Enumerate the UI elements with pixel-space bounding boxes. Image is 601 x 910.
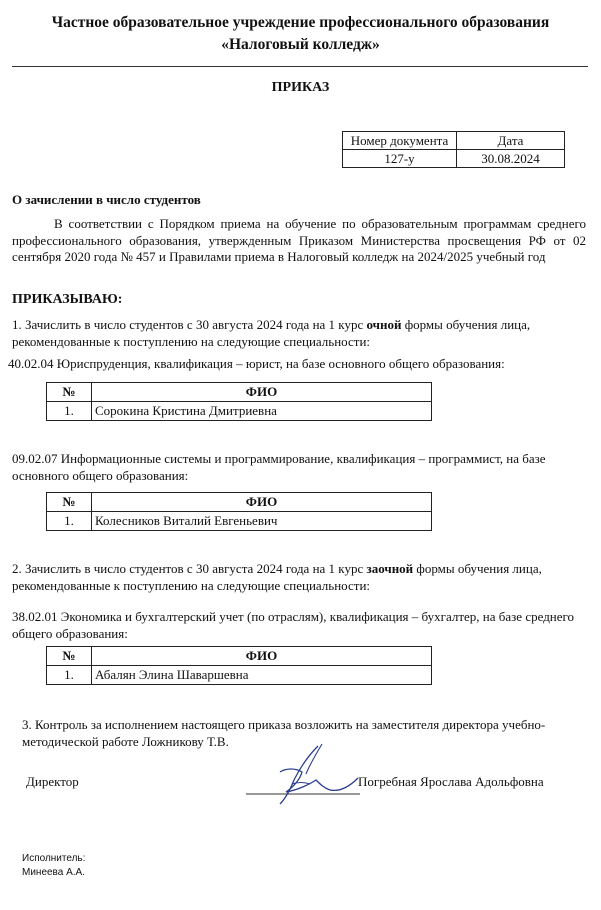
doc-number-value: 127-у — [343, 150, 457, 168]
table-row — [47, 512, 432, 531]
specialty-1: 40.02.04 Юриспруденция, квалификация – юрист, на базе основного общего образования: — [8, 356, 505, 371]
order-item-1 — [12, 316, 588, 350]
order-item-2-text: 2. Зачислить в число студентов с 30 августа 2024 года на 1 курс — [12, 561, 367, 576]
students-table-1-fio-header: ФИО — [92, 383, 432, 402]
director-role: Директор — [26, 774, 79, 789]
preamble-text: В соответствии с Порядком приема на обучение по образовательным программам среднего профессионального образования, утвержденным Приказом Министерства просвещения РФ от 02 сентября 2020 года № 457 и Правилами приема в Налоговый колледж на 2024/2025 учебный год — [12, 216, 586, 264]
org-name-line2: «Налоговый колледж» — [221, 36, 380, 53]
executor-name: Минеева А.А. — [22, 867, 85, 878]
director-name: Погребная Ярослава Адольфовна — [358, 774, 544, 789]
students-table-2-fio-header: ФИО — [92, 493, 432, 512]
org-name-line1: Частное образовательное учреждение профессионального образования — [51, 14, 550, 31]
students-table-1-num-header: № — [47, 383, 92, 402]
order-item-2-form: заочной — [366, 561, 414, 576]
order-item-1-rest: формы обучения лица, рекомендованные к поступлению на следующие специальности: — [12, 317, 531, 349]
specialty-3: 38.02.01 Экономика и бухгалтерский учет (по отраслям), квалификация – бухгалтер, на базе среднего общего образования: — [12, 609, 575, 641]
executor-label: Исполнитель: — [22, 853, 86, 864]
students-table-3 — [46, 646, 432, 685]
table-row — [47, 402, 432, 421]
students-table-3-fio-header: ФИО — [92, 647, 432, 666]
students-table-2-num-header: № — [47, 493, 92, 512]
students-table-3-num-header: № — [47, 647, 92, 666]
doc-date-value: 30.08.2024 — [457, 150, 565, 168]
order-item-1-form: очной — [366, 317, 402, 332]
student-name: Колесников Виталий Евгеньевич — [92, 512, 432, 531]
order-subject: О зачислении в число студентов — [12, 192, 201, 207]
student-number: 1. — [47, 666, 92, 685]
order-item-3: 3. Контроль за исполнением настоящего приказа возложить на заместителя директора учебно-методической работе Ложникову Т.В. — [22, 717, 546, 749]
student-number: 1. — [47, 512, 92, 531]
student-number: 1. — [47, 402, 92, 421]
orders-heading: ПРИКАЗЫВАЮ: — [12, 292, 123, 307]
student-name: Сорокина Кристина Дмитриевна — [92, 402, 432, 421]
document-title: ПРИКАЗ — [271, 80, 330, 95]
doc-number-table — [342, 131, 565, 168]
table-row — [47, 666, 432, 685]
header-divider — [12, 66, 588, 67]
doc-date-header: Дата — [457, 132, 565, 150]
student-name: Абалян Элина Шаваршевна — [92, 666, 432, 685]
doc-number-header: Номер документа — [343, 132, 457, 150]
students-table-1 — [46, 382, 432, 421]
director-signature — [240, 738, 365, 810]
specialty-2: 09.02.07 Информационные системы и программирование, квалификация – программист, на базе основного общего образования: — [12, 451, 546, 483]
order-item-2 — [12, 560, 588, 594]
students-table-2 — [46, 492, 432, 531]
order-item-2-rest: формы обучения лица, рекомендованные к поступлению на следующие специальности: — [12, 561, 542, 593]
order-item-1-text: 1. Зачислить в число студентов с 30 августа 2024 года на 1 курс — [12, 317, 367, 332]
